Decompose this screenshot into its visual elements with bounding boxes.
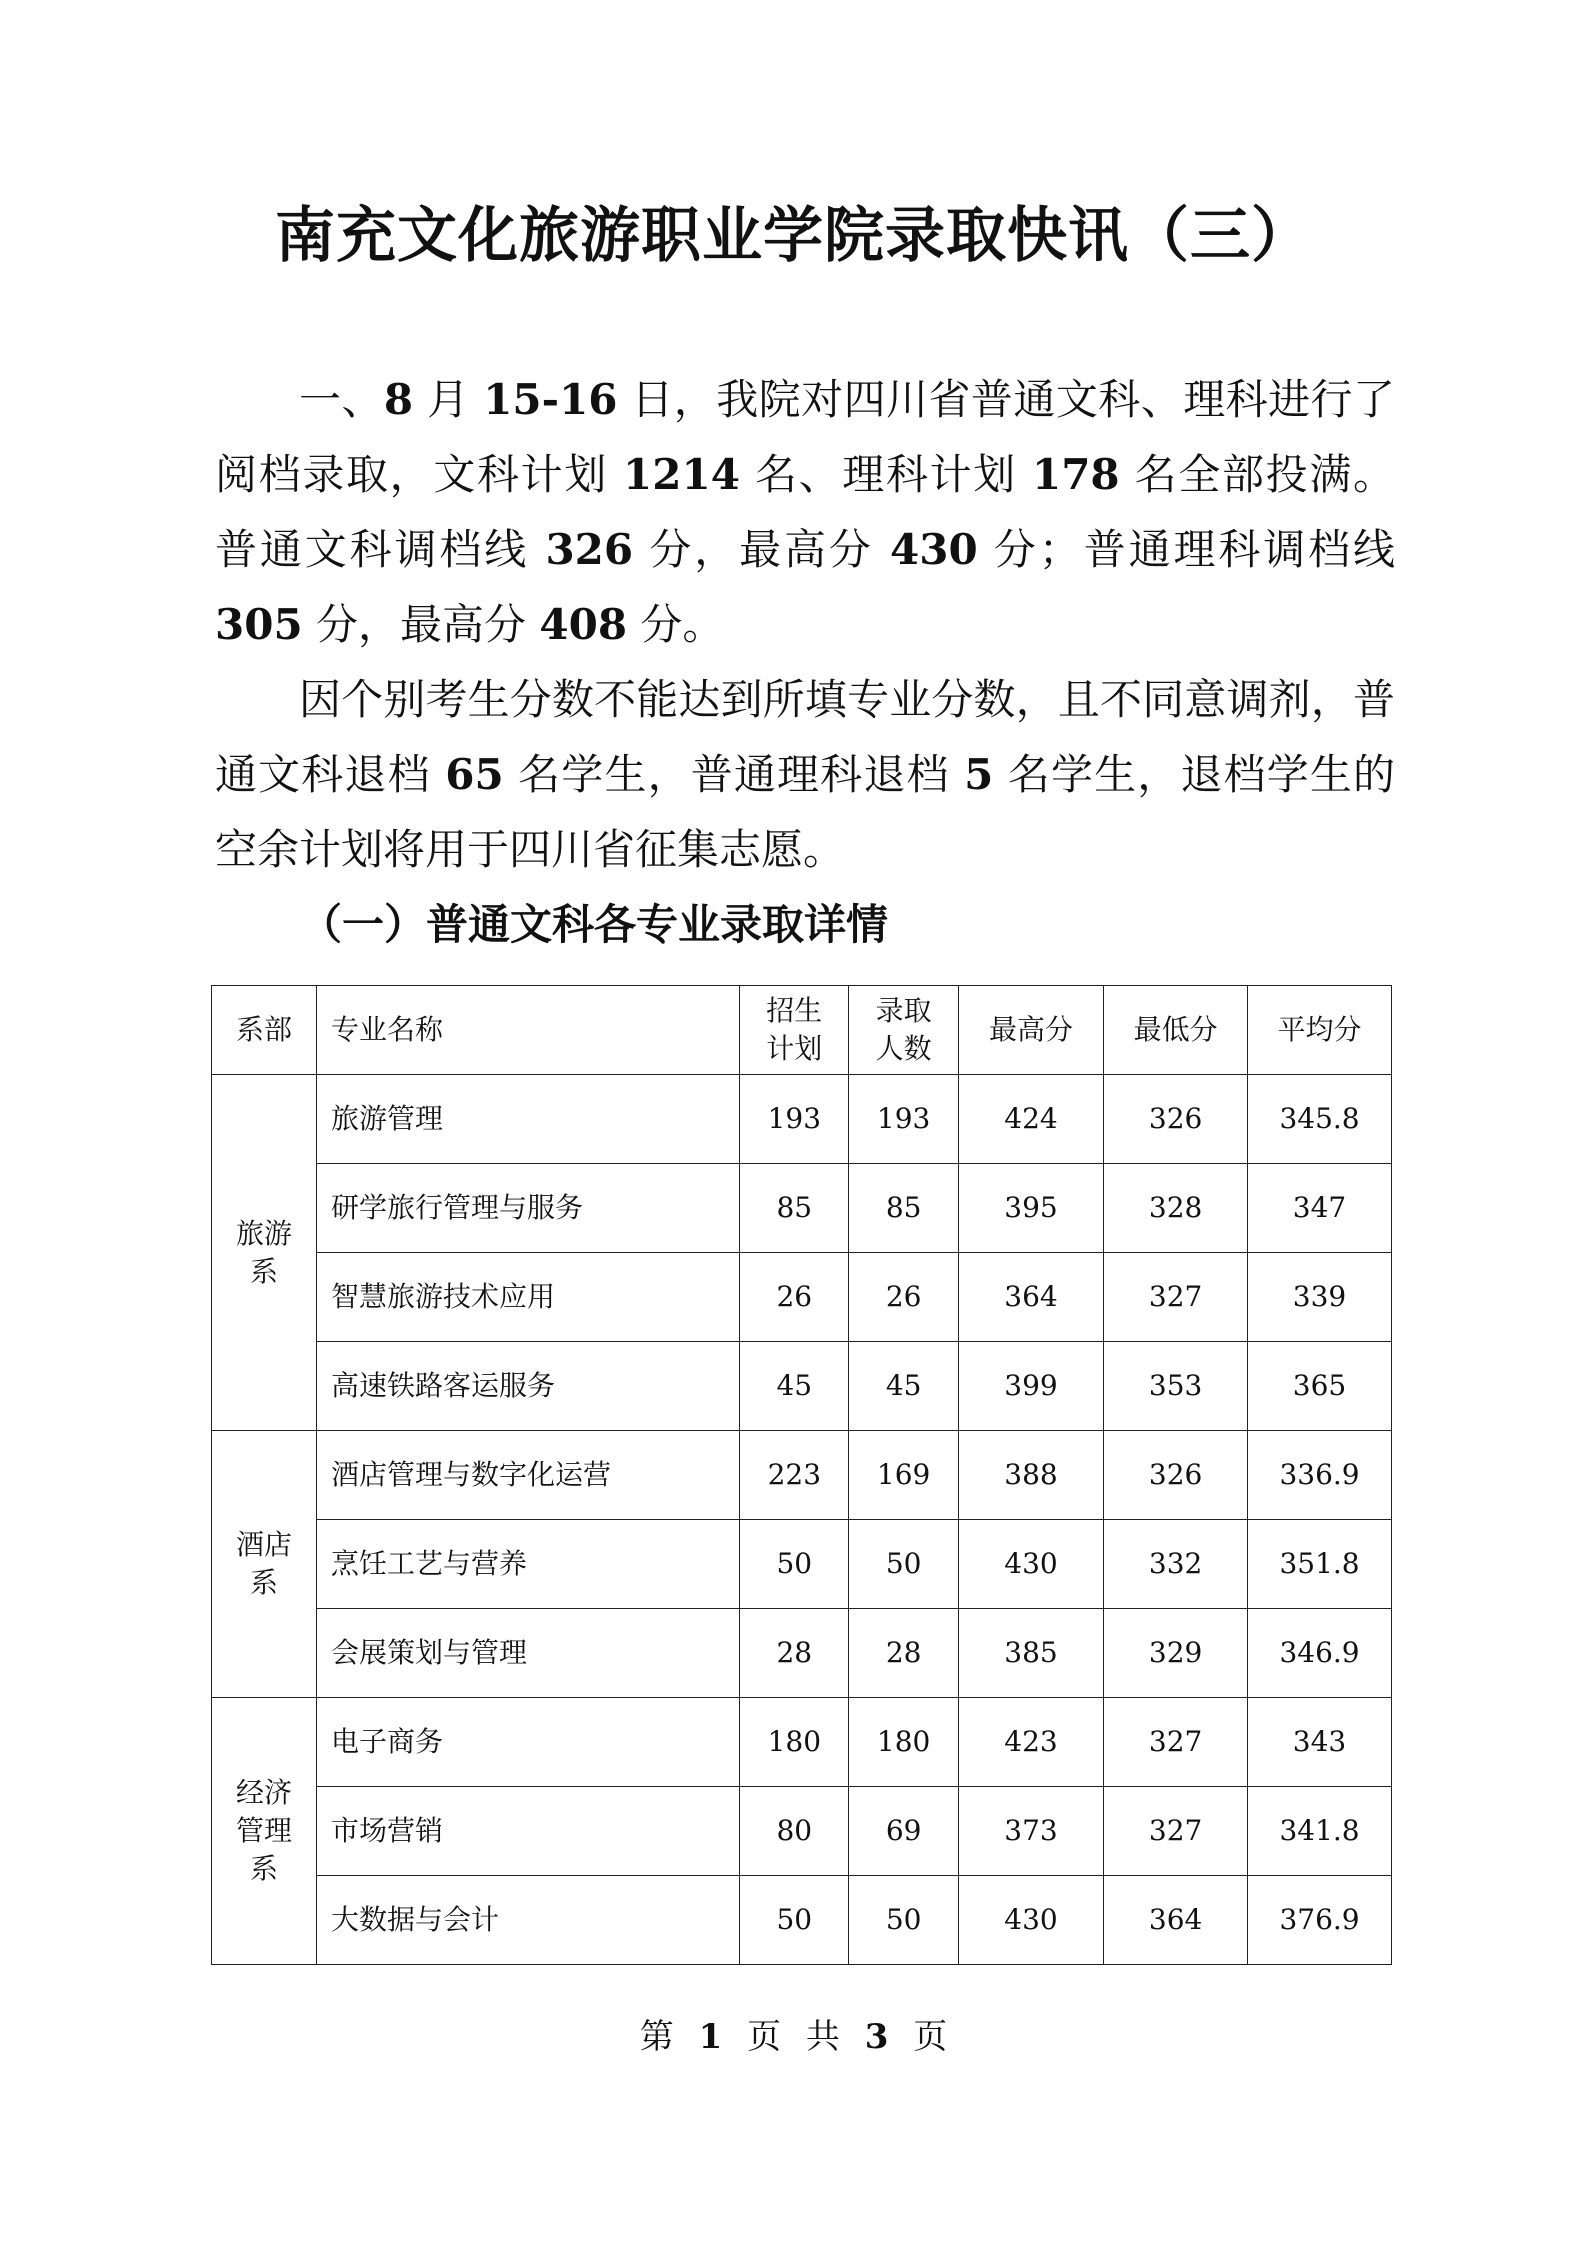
header-admitted [849, 986, 958, 1075]
body-text [215, 362, 1395, 887]
table-row [212, 1609, 1392, 1698]
paragraph-1 [215, 362, 1395, 662]
text-run: 一、 [299, 375, 384, 424]
major-cell: 市场营销 [317, 1787, 740, 1876]
dept-line: 经济 [236, 1776, 293, 1809]
plan-cell: 80 [740, 1787, 849, 1876]
max-cell: 395 [958, 1164, 1103, 1253]
min-cell: 326 [1104, 1431, 1248, 1520]
max-cell: 388 [958, 1431, 1103, 1520]
max-cell: 373 [958, 1787, 1103, 1876]
header-plan-line2: 计划 [766, 1032, 823, 1065]
header-admitted-line1: 录取 [875, 994, 932, 1027]
dept-line: 旅游 [236, 1216, 293, 1250]
major-cell: 大数据与会计 [317, 1876, 740, 1965]
major-cell: 研学旅行管理与服务 [317, 1164, 740, 1253]
footer-total-pages: 3 [864, 2017, 889, 2057]
plan-cell: 50 [740, 1876, 849, 1965]
dept-line: 系 [250, 1254, 279, 1288]
footer-prefix: 第 [639, 2017, 674, 2057]
text-run: 日，我院对四川省普通文科、理科进行了阅档录取，文科计划 [215, 375, 1395, 499]
text-run: 名学生，普通理科退档 [503, 750, 965, 799]
admitted-cell: 26 [849, 1253, 958, 1342]
major-cell: 旅游管理 [317, 1075, 740, 1164]
admitted-cell: 45 [849, 1342, 958, 1431]
avg-cell: 345.8 [1248, 1075, 1392, 1164]
plan-cell: 45 [740, 1342, 849, 1431]
table-row [212, 1164, 1392, 1253]
admitted-cell: 193 [849, 1075, 958, 1164]
min-cell: 332 [1104, 1520, 1248, 1609]
table-body [212, 1075, 1392, 1965]
max-cell: 423 [958, 1698, 1103, 1787]
max-cell: 430 [958, 1520, 1103, 1609]
table-row [212, 1342, 1392, 1431]
min-cell: 327 [1104, 1698, 1248, 1787]
paragraph-2 [215, 662, 1395, 887]
major-cell: 智慧旅游技术应用 [317, 1253, 740, 1342]
header-major: 专业名称 [317, 986, 740, 1075]
footer-page-number: 1 [698, 2017, 723, 2057]
min-cell: 353 [1104, 1342, 1248, 1431]
number-run: 8 [383, 375, 414, 424]
table-row [212, 1698, 1392, 1787]
max-cell: 385 [958, 1609, 1103, 1698]
number-run: 408 [539, 600, 628, 649]
number-run: 430 [890, 525, 978, 574]
header-max: 最高分 [958, 986, 1103, 1075]
avg-cell: 365 [1248, 1342, 1392, 1431]
text-run: 分。 [627, 600, 725, 649]
major-cell: 酒店管理与数字化运营 [317, 1431, 740, 1520]
avg-cell: 376.9 [1248, 1876, 1392, 1965]
max-cell: 364 [958, 1253, 1103, 1342]
dept-line: 系 [250, 1566, 279, 1599]
text-run: 分，最高分 [302, 600, 540, 649]
page-footer [0, 2012, 1587, 2062]
number-run: 326 [545, 525, 634, 574]
admission-table [211, 985, 1392, 1965]
avg-cell: 336.9 [1248, 1431, 1392, 1520]
table-row [212, 1787, 1392, 1876]
footer-middle: 页 共 [747, 2017, 840, 2057]
table-header-row [212, 986, 1392, 1075]
major-cell: 电子商务 [317, 1698, 740, 1787]
dept-line: 管理 [236, 1814, 293, 1847]
plan-cell: 50 [740, 1520, 849, 1609]
admitted-cell: 28 [849, 1609, 958, 1698]
admitted-cell: 169 [849, 1431, 958, 1520]
max-cell: 399 [958, 1342, 1103, 1431]
major-cell: 高速铁路客运服务 [317, 1342, 740, 1431]
avg-cell: 351.8 [1248, 1520, 1392, 1609]
dept-cell [212, 1431, 317, 1698]
dept-cell [212, 1698, 317, 1965]
text-run: 因个别考生分数不能达到所填专业分数，且不同意调剂，普通文科退档 [215, 675, 1395, 799]
table-row [212, 1075, 1392, 1164]
admitted-cell: 69 [849, 1787, 958, 1876]
major-cell: 会展策划与管理 [317, 1609, 740, 1698]
major-cell: 烹饪工艺与营养 [317, 1520, 740, 1609]
header-plan-line1: 招生 [766, 994, 823, 1027]
plan-cell: 180 [740, 1698, 849, 1787]
avg-cell: 339 [1248, 1253, 1392, 1342]
avg-cell: 346.9 [1248, 1609, 1392, 1698]
header-dept: 系部 [212, 986, 317, 1075]
section-subtitle: （一）普通文科各专业录取详情 [300, 900, 889, 949]
max-cell: 430 [958, 1876, 1103, 1965]
admitted-cell: 180 [849, 1698, 958, 1787]
number-run: 178 [1031, 450, 1120, 499]
number-run: 1214 [623, 450, 740, 499]
text-run: 名全部投满。普通文科调档线 [215, 450, 1396, 574]
number-run: 305 [215, 600, 303, 649]
plan-cell: 223 [740, 1431, 849, 1520]
document-title: 南充文化旅游职业学院录取快讯（三） [275, 201, 1312, 271]
footer-suffix: 页 [913, 2017, 948, 2057]
max-cell: 424 [958, 1075, 1103, 1164]
plan-cell: 26 [740, 1253, 849, 1342]
text-run: 名学生，退档学生的空余计划将用于四川省征集志愿。 [215, 750, 1395, 874]
header-plan [740, 986, 849, 1075]
min-cell: 327 [1104, 1253, 1248, 1342]
dept-line: 酒店 [236, 1528, 293, 1561]
plan-cell: 193 [740, 1075, 849, 1164]
avg-cell: 347 [1248, 1164, 1392, 1253]
dept-cell [212, 1075, 317, 1431]
min-cell: 329 [1104, 1609, 1248, 1698]
text-run: 名、理科计划 [739, 450, 1032, 499]
number-run: 15-16 [483, 375, 618, 424]
table-row [212, 1520, 1392, 1609]
table-row [212, 1431, 1392, 1520]
text-run: 月 [413, 375, 484, 424]
number-run: 5 [964, 750, 994, 799]
avg-cell: 343 [1248, 1698, 1392, 1787]
text-run: 分，最高分 [633, 525, 891, 574]
header-admitted-line2: 人数 [875, 1032, 932, 1065]
avg-cell: 341.8 [1248, 1787, 1392, 1876]
admitted-cell: 50 [849, 1520, 958, 1609]
header-min: 最低分 [1104, 986, 1248, 1075]
min-cell: 326 [1104, 1075, 1248, 1164]
admitted-cell: 50 [849, 1876, 958, 1965]
table-row [212, 1876, 1392, 1965]
table-row [212, 1253, 1392, 1342]
min-cell: 328 [1104, 1164, 1248, 1253]
min-cell: 364 [1104, 1876, 1248, 1965]
dept-line: 系 [250, 1852, 279, 1885]
number-run: 65 [445, 750, 504, 799]
min-cell: 327 [1104, 1787, 1248, 1876]
text-run: 分；普通理科调档线 [977, 525, 1396, 574]
admitted-cell: 85 [849, 1164, 958, 1253]
plan-cell: 28 [740, 1609, 849, 1698]
plan-cell: 85 [740, 1164, 849, 1253]
header-avg: 平均分 [1248, 986, 1392, 1075]
